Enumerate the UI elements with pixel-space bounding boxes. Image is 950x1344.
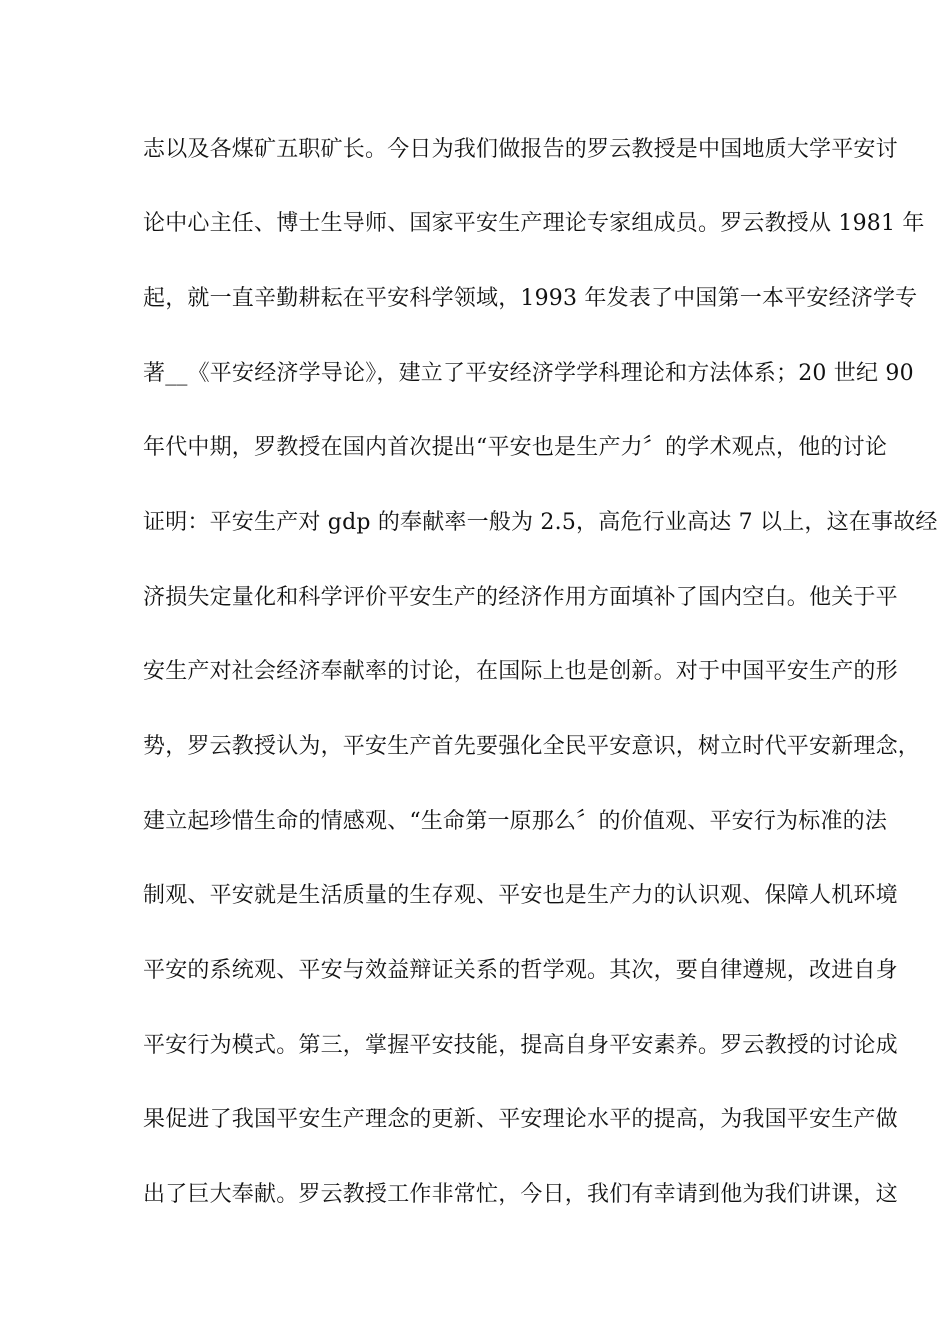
text-line: 出了巨大奉献。罗云教授工作非常忙，今日，我们有幸请到他为我们讲课，这	[143, 1182, 898, 1207]
text-line: 制观、平安就是生活质量的生存观、平安也是生产力的认识观、保障人机环境	[143, 883, 898, 908]
text-line: 建立起珍惜生命的情感观、“生命第一原那么〞的价值观、平安行为标准的法	[143, 809, 888, 834]
text-line: 年代中期，罗教授在国内首次提出“平安也是生产力〞的学术观点，他的讨论	[143, 435, 888, 460]
text-line: 济损失定量化和科学评价平安生产的经济作用方面填补了国内空白。他关于平	[143, 585, 898, 610]
text-line: 起，就一直辛勤耕耘在平安科学领域，1993 年发表了中国第一本平安经济学专	[143, 286, 918, 311]
text-line: 势，罗云教授认为，平安生产首先要强化全民平安意识，树立时代平安新理念，	[143, 734, 921, 759]
text-line: 安生产对社会经济奉献率的讨论，在国际上也是创新。对于中国平安生产的形	[143, 659, 898, 684]
text-line: 平安的系统观、平安与效益辩证关系的哲学观。其次，要自律遵规，改进自身	[143, 958, 898, 983]
text-line: 著__《平安经济学导论》，建立了平安经济学学科理论和方法体系；20 世纪 90	[143, 361, 914, 386]
text-line: 平安行为模式。第三，掌握平安技能，提高自身平安素养。罗云教授的讨论成	[143, 1033, 898, 1058]
text-line: 论中心主任、博士生导师、国家平安生产理论专家组成员。罗云教授从 1981 年	[143, 211, 925, 236]
text-line: 证明：平安生产对 gdp 的奉献率一般为 2.5，高危行业高达 7 以上，这在事故经	[143, 510, 938, 535]
text-line: 志以及各煤矿五职矿长。今日为我们做报告的罗云教授是中国地质大学平安讨	[143, 137, 898, 162]
text-line: 果促进了我国平安生产理念的更新、平安理论水平的提高，为我国平安生产做	[143, 1107, 898, 1132]
